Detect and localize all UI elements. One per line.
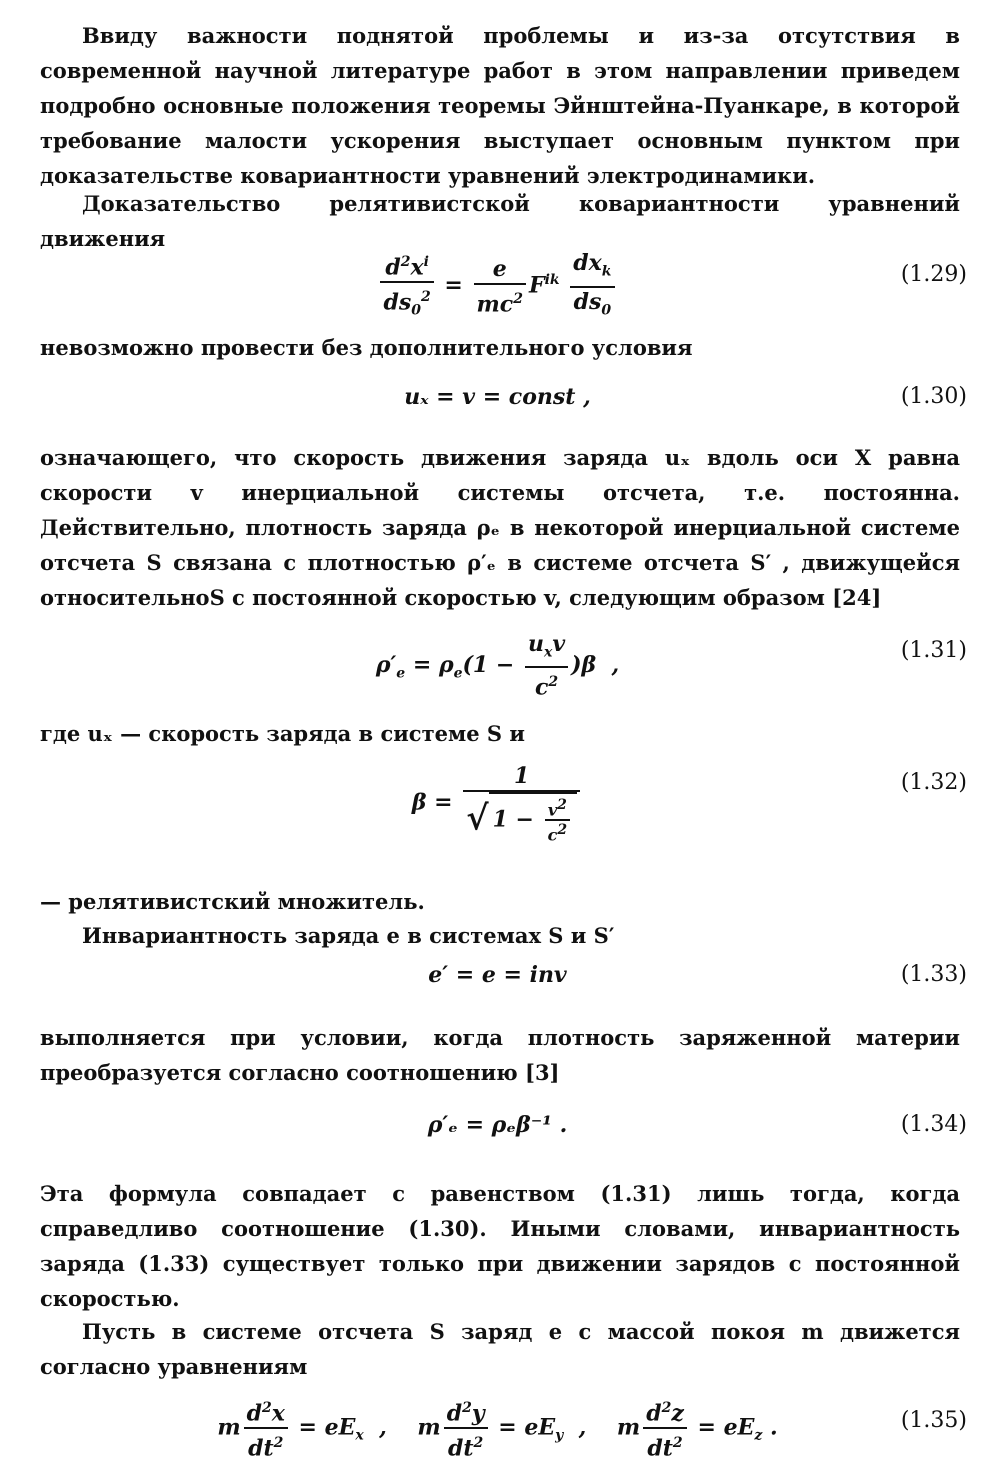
equation-1-33-formula: e′ = e = inv [428,962,567,988]
equation-1-30 [0,384,995,444]
paragraph-holds: выполняется при условии, когда плотность заряженной материи преобразуется согласно соотношению [3] [40,1025,960,1085]
equation-1-29-formula: $\frac{d^2x^i}{ds_0^2}$ = $\frac{e}{mc^2}$ $F^{ik}$ $\frac{dx_k}{ds_0}$ [0,248,995,325]
equation-number: (1.31) [900,638,967,663]
equation-number: (1.30) [900,384,967,409]
equation-1-30-formula: uₓ = v = const , [404,384,591,410]
equation-1-29 [0,248,995,320]
paragraph-proof: Доказательство релятивистской ковариантности уравнений движения [40,191,960,251]
equation-1-31 [0,630,995,701]
equation-1-35 [0,1394,995,1462]
equation-1-35-formula: m $\frac{d^2x}{dt^2}$ = $eE_x$ , m $\frac{d^2y}{dt^2}$ = $eE_y$ , m $\frac{d^2z}{dt^2}$ = $eE_z$ . [0,1394,995,1463]
paragraph-coincides: Эта формула совпадает с равенством (1.31) лишь тогда, когда справедливо соотношение (1.30). Иными словами, инвариантность заряда (1.33) существует только при движении зарядов с постоянной скоростью. [40,1181,960,1311]
equation-1-32 [0,762,995,845]
paragraph-let: Пусть в системе отсчета S заряд e с массой покоя m движется согласно уравнениям [40,1319,960,1379]
equation-number: (1.29) [900,262,967,287]
paragraph-invariance: Инвариантность заряда e в системах S и S′ [82,923,615,948]
paragraph-condition: невозможно провести без дополнительного условия [40,335,693,360]
equation-1-34 [0,1112,995,1172]
paragraph-meaning: означающего, что скорость движения заряда uₓ вдоль оси X равна скорости v инерциальной системы отсчета, т.е. постоянна. Действительно, плотность заряда ρₑ в некоторой инерциальной системе отсчета S связана с плотностью ρ′ₑ в системе отсчета S′ , движущейся относительноS с постоянной скоростью v, следующим образом [24] [40,445,960,610]
equation-number: (1.35) [900,1408,967,1433]
paragraph-where: где uₓ — скорость заряда в системе S и [40,721,525,746]
equation-1-32-formula: β = 1 √ 1 − $\frac{v^2}{c^2}$ [0,762,995,845]
equation-number: (1.34) [900,1112,967,1137]
paragraph-intro: Ввиду важности поднятой проблемы и из-за отсутствия в современной научной литературе работ в этом направлении приведем подробно основные положения теоремы Эйнштейна-Пуанкаре, в которой требование малости ускорения выступает основным пунктом при доказательстве ковариантности уравнений электродинамики. [40,23,960,188]
equation-number: (1.32) [900,770,967,795]
equation-number: (1.33) [900,962,967,987]
equation-1-33 [0,962,995,1022]
equation-1-31-formula: $\rho'_e = \rho_e(1$ − $\frac{u_xv}{c^2}$ )β , [375,631,620,701]
equation-1-34-formula: ρ′ₑ = ρₑβ⁻¹ . [427,1112,568,1138]
paragraph-factor: — релятивистский множитель. [40,889,425,914]
